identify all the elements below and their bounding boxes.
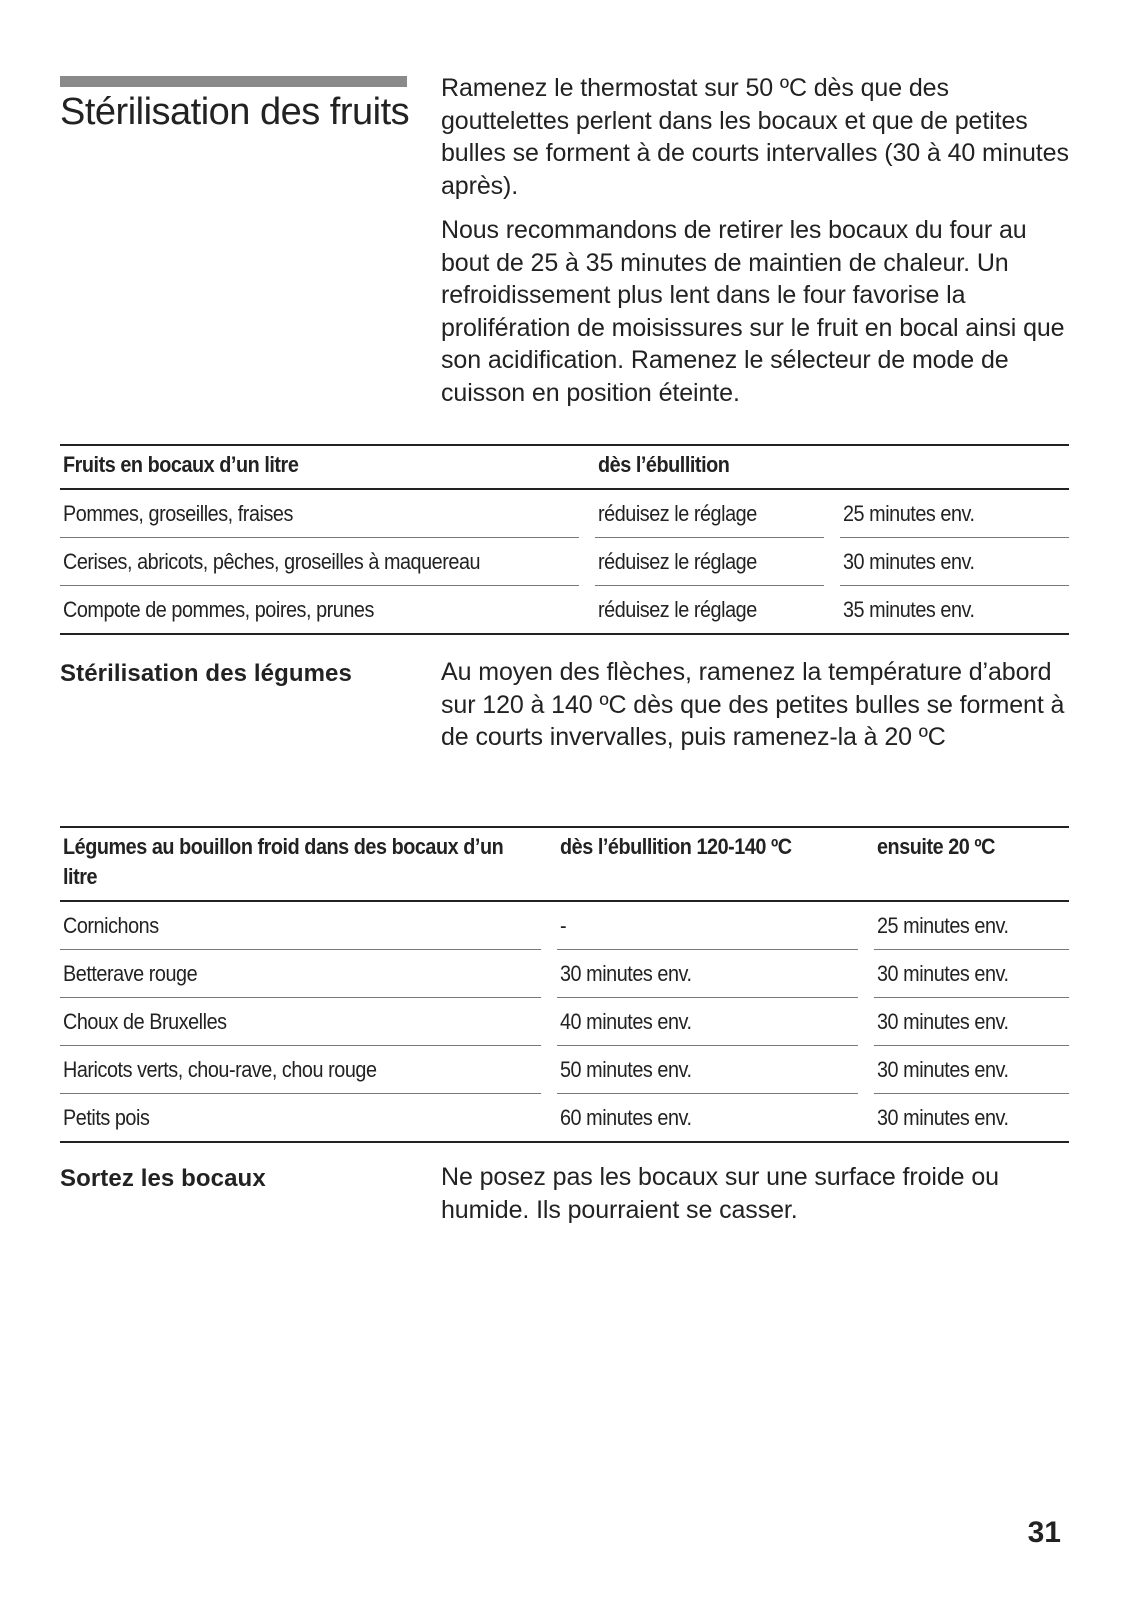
remove-jars-heading: Sortez les bocaux — [60, 1165, 266, 1192]
section-title: Stérilisation des fruits — [60, 91, 410, 133]
remove-jars-paragraph: Ne posez pas les bocaux sur une surface froide ou humide. Ils pourraient se casser. — [441, 1163, 999, 1224]
table-row: Betterave rouge 30 minutes env. 30 minutes env. — [60, 949, 1069, 997]
column-header: ensuite 20 ºC — [874, 828, 1069, 902]
table-row: Cerises, abricots, pêches, groseilles à maquereau réduisez le réglage 30 minutes env. — [60, 537, 1069, 585]
table-row: Choux de Bruxelles 40 minutes env. 30 minutes env. — [60, 997, 1069, 1045]
table-row: Compote de pommes, poires, prunes réduisez le réglage 35 minutes env. — [60, 585, 1069, 633]
fruits-table — [60, 444, 1069, 635]
vegetables-paragraph: Au moyen des flèches, ramenez la température d’abord sur 120 à 140 ºC dès que des petites bulles se forment à de courts invervalles, puis ramenez-la à 20 ºC — [441, 658, 1065, 751]
table-row: Petits pois 60 minutes env. 30 minutes env. — [60, 1093, 1069, 1141]
table-header-row — [60, 446, 1069, 490]
column-header: Fruits en bocaux d’un litre — [60, 446, 579, 490]
column-header: dès l’ébullition — [595, 446, 824, 490]
recommendation-paragraph: Nous recommandons de retirer les bocaux du four au bout de 25 à 35 minutes de maintien de chaleur. Un refroidissement plus lent dans le four favorise la prolifération de moisissures sur le fruit en bocal ainsi que son acidification. Ramenez le sélecteur de mode de cuisson en position éteinte. — [441, 216, 1065, 407]
table-row: Pommes, groseilles, fraises réduisez le réglage 25 minutes env. — [63, 501, 975, 526]
column-header: dès l’ébullition 120-140 ºC — [557, 828, 858, 902]
column-header: Légumes au bouillon froid dans des bocaux d’un litre — [60, 828, 541, 902]
column-header — [840, 446, 1069, 490]
table-header-row — [60, 828, 1069, 902]
table-row: Haricots verts, chou-rave, chou rouge 50 minutes env. 30 minutes env. — [60, 1045, 1069, 1093]
page-number: 31 — [1027, 1516, 1061, 1549]
vegetables-table — [60, 826, 1069, 1143]
section-rule — [60, 76, 407, 87]
thermostat-paragraph: Ramenez le thermostat sur 50 ºC dès que des gouttelettes perlent dans les bocaux et que de petites bulles se forment à de courts intervalles (30 à 40 minutes après). — [441, 74, 1069, 200]
vegetables-heading: Stérilisation des légumes — [60, 660, 352, 687]
table-row: Cornichons - 25 minutes env. — [63, 913, 1009, 938]
